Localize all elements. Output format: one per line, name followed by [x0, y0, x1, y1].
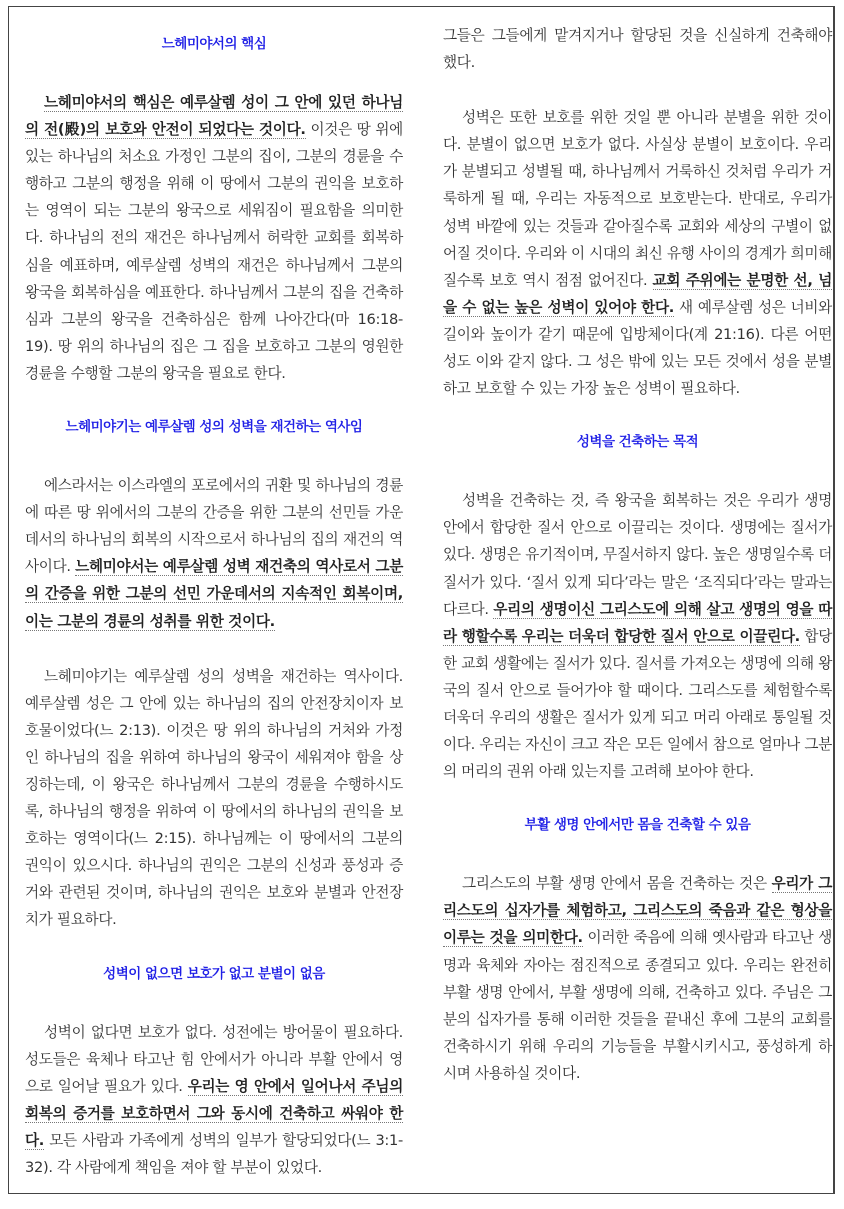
paragraph: [25, 1019, 403, 1182]
body-text: 이러한 죽음에 의해 옛사람과 타고난 생명과 육체와 자아는 점진적으로 종결되고 있다. 우리는 완전히 부활 생명 안에서, 부활 생명에 의해, 건축하고 있다. 주님은 그분의 십자가를 통해 이러한 것들을 끝내신 후에 그분의 교회를 건축하시기 위해 우리의 기능들을 부활시키시고, 풍성하게 하시며 사용하실 것이다.: [443, 929, 832, 1082]
paragraph: [443, 870, 832, 1087]
body-text: 모든 사람과 가족에게 성벽의 일부가 할당되었다(느 3:1-32). 각 사람에게 책임을 져야 할 부분이 있었다.: [25, 1131, 403, 1176]
body-text: 새 예루살렘 성은 너비와 길이와 높이가 같기 때문에 입방체이다(계 21:16). 다른 어떤 성도 이와 같지 않다. 그 성은 밖에 있는 모든 것에서 성을 분별하고 보호할 수 있는 가장 높은 성벽이 필요하다.: [443, 298, 832, 398]
right-column: [443, 22, 832, 1115]
paragraph: [25, 89, 403, 387]
paragraph: [443, 487, 832, 785]
paragraph: [443, 104, 832, 402]
left-column: [25, 22, 403, 1209]
body-text: 에스라서는 이스라엘의 포로에서의 귀환 및 하나님의 경륜에 따른 땅 위에서의 그분의 간증을 위한 그분의 선민들 가운데서의 하나님의 회복의 시작으로서 하나님의 집의 재건의 역사이다.: [25, 477, 403, 576]
body-text: 성벽을 건축하는 것, 즉 왕국을 회복하는 것은 우리가 생명 안에서 합당한 질서 안으로 이끌리는 것이다. 생명에는 질서가 있다. 생명은 유기적이며, 무질서하지 않다. 높은 생명일수록 더 질서가 있다. ‘질서 있게 되다’라는 말은 ‘조직되다’라는 말과는 다르다.: [443, 492, 832, 618]
body-text: 성벽은 또한 보호를 위한 것일 뿐 아니라 분별을 위한 것이다. 분별이 없으면 보호가 없다. 사실상 분별이 보호이다. 우리가 분별되고 성별될 때, 하나님께서 거룩하신 것처럼 우리가 거룩하게 될 때, 우리는 자동적으로 보호받는다. 반대로, 우리가 성벽 바깥에 있는 것들과 같아질수록 교회와 세상의 구별이 없어질 것이다. 우리와 이 시대의 최신 유행 사이의 경계가 희미해질수록 보호 역시 점점 없어진다.: [443, 109, 832, 289]
body-text: 그들은 그들에게 맡겨지거나 할당된 것을 신실하게 건축해야 했다.: [443, 27, 832, 72]
body-text: 그리스도의 부활 생명 안에서 몸을 건축하는 것은: [461, 875, 772, 893]
section-heading: 부활 생명 안에서만 몸을 건축할 수 있음: [524, 817, 751, 834]
emphasized-text: 교회 주위에는 분명한 선, 넘을 수 없는 높은 성벽이 있어야 한다.: [443, 271, 832, 316]
paragraph: [25, 472, 403, 635]
body-text: 느헤미야기는 예루살렘 성의 성벽을 재건하는 역사이다. 예루살렘 성은 그 안에 있는 하나님의 집의 안전장치이자 보호물이었다(느 2:13). 이것은 땅 위의 하나님의 거처와 가정인 하나님의 집을 위하여 하나님의 왕국이 세워져야 함을 상징하는데, 이 왕국은 하나님께서 그분의 경륜을 수행하시도록, 하나님의 행정을 위하여 이 땅에서의 하나님의 권익을 보호하는 영역이다(느 2:15). 하나님께는 이 땅에서의 그분의 권익이 있으시다. 하나님의 권익은 그분의 신성과 풍성과 증거와 관련된 것이며, 하나님의 권익은 보호와 분별과 안전장치가 필요하다.: [25, 667, 403, 929]
body-text: 성벽이 없다면 보호가 없다. 성전에는 방어물이 필요하다. 성도들은 육체나 타고난 힘 안에서가 아니라 부활 안에서 영으로 일어날 필요가 있다.: [25, 1023, 403, 1095]
emphasized-text: 우리는 영 안에서 일어나서 주님의 회복의 증거를 보호하면서 그와 동시에 건축하고 싸워야 한다.: [25, 1077, 403, 1149]
emphasized-text: 우리가 그리스도의 십자가를 체험하고, 그리스도의 죽음과 같은 형상을 이루는 것을 의미한다.: [443, 875, 832, 947]
section-heading: 느헤미야서의 핵심: [161, 36, 267, 52]
section-heading: 느헤미야기는 예루살렘 성의 성벽을 재건하는 역사임: [65, 419, 363, 436]
emphasized-text: 느헤미야서의 핵심은 예루살렘 성이 그 안에 있던 하나님의 전(殿)의 보호와 안전이 되었다는 것이다.: [25, 94, 403, 139]
paragraph: [443, 22, 832, 76]
body-text: 이것은 땅 위에 있는 하나님의 처소요 가정인 그분의 집이, 그분의 경륜을 수행하고 그분의 행정을 위해 이 땅에서 그분의 권익을 보호하는 영역이 되는 그분의 왕국으로 세워짐이 필요함을 의미한다. 하나님의 전의 재건은 하나님께서 허락한 교회를 회복하심을 예표하며, 예루살렘 성벽의 재건은 하나님께서 그분의 왕국을 회복하심을 예표한다. 하나님께서 그분의 집을 건축하심과 그분의 왕국을 건축하심은 함께 나아간다(마 16:18-19). 땅 위의 하나님의 집은 그 집을 보호하고 그분의 영원한 경륜을 수행할 그분의 왕국을 필요로 한다.: [25, 121, 403, 382]
paragraph: [25, 663, 403, 934]
section-heading: 성벽이 없으면 보호가 없고 분별이 없음: [103, 965, 325, 982]
emphasized-text: 우리의 생명이신 그리스도에 의해 살고 생명의 영을 따라 행할수록 우리는 더욱더 합당한 질서 안으로 이끌린다.: [443, 600, 832, 645]
emphasized-text: 느헤미야서는 예루살렘 성벽 재건축의 역사로서 그분의 간증을 위한 그분의 선민 가운데서의 지속적인 회복이며, 이는 그분의 경륜의 성취를 위한 것이다.: [25, 558, 403, 630]
section-heading: 성벽을 건축하는 목적: [576, 434, 699, 451]
body-text: 합당한 교회 생활에는 질서가 있다. 질서를 가져오는 생명에 의해 왕국의 질서 안으로 들어가야 할 때이다. 그리스도를 체험할수록 더욱더 우리의 생활은 질서가 있게 되고 머리 아래로 통일될 것이다. 우리는 자신이 크고 작은 모든 일에서 참으로 얼마나 그분의 머리의 권위 아래 있는지를 고려해 보아야 한다.: [443, 627, 832, 781]
